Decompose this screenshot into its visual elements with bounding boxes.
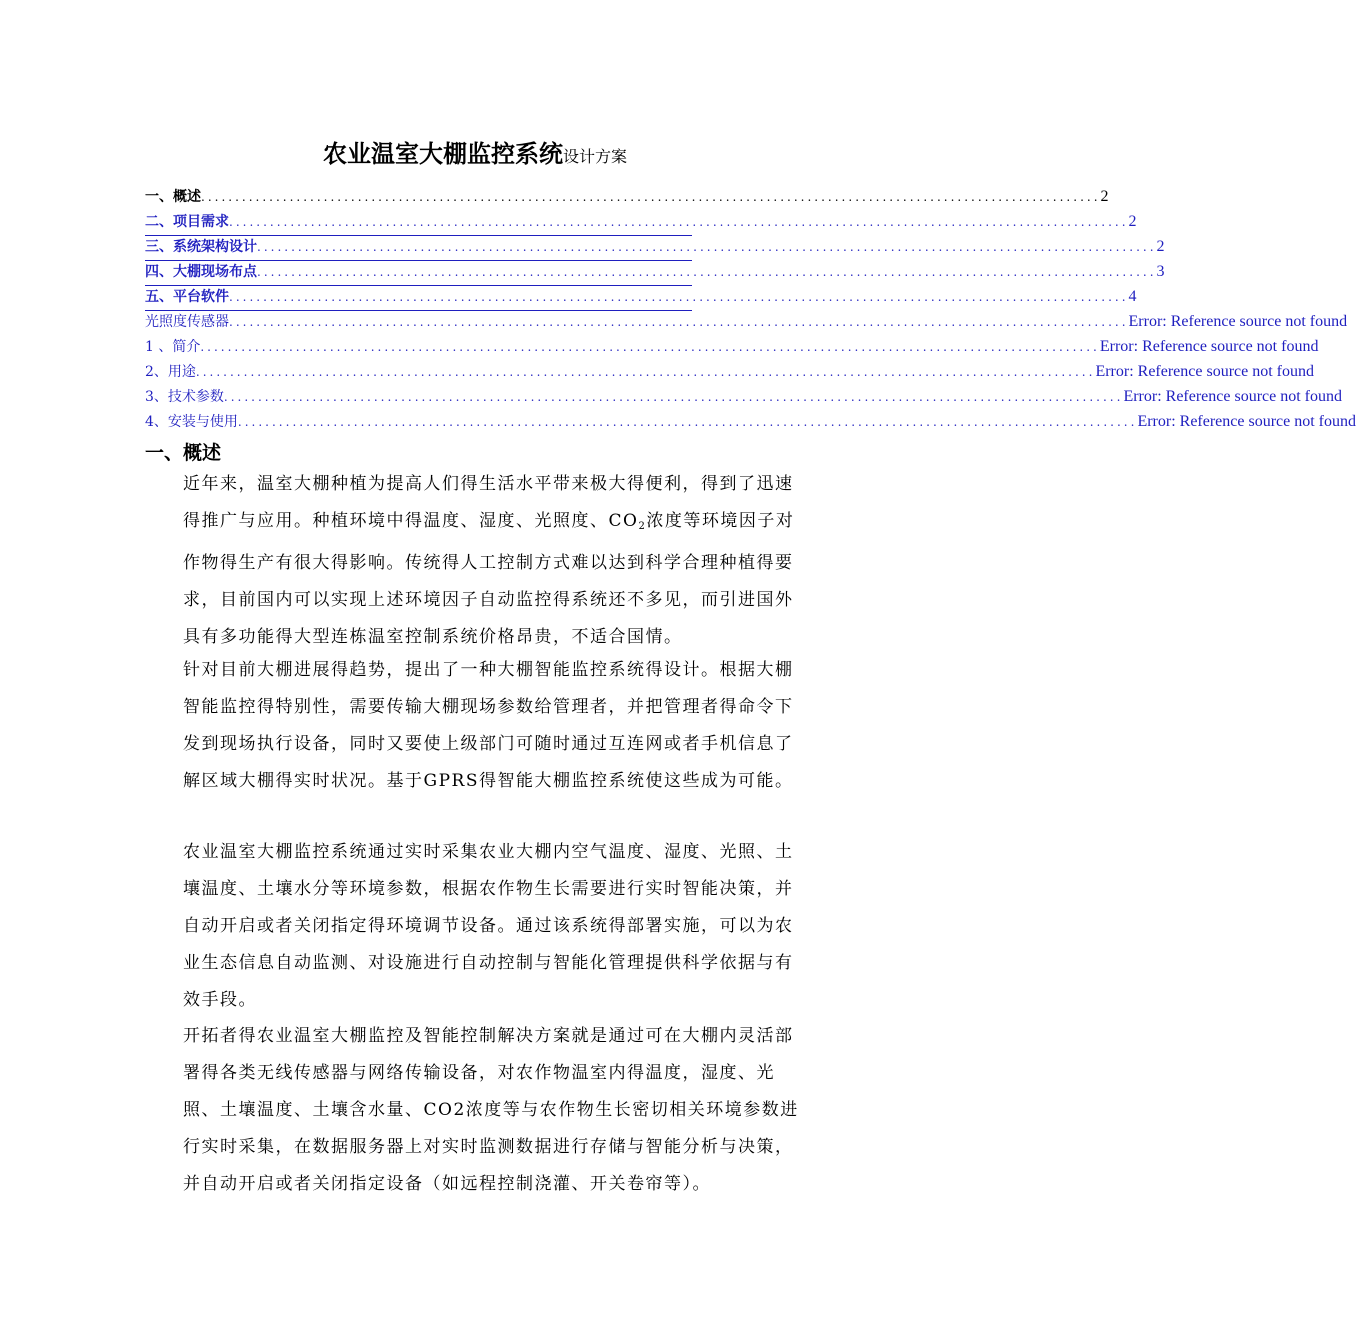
title-sub: 设计方案 [562, 147, 627, 166]
toc-label: 四、大棚现场布点 [145, 264, 257, 280]
title-main: 农业温室大棚监控系统 [322, 140, 563, 168]
paragraph-1-text-a: 近年来，温室大棚种植为提高人们得生活水平带来极大得便利，得到了迅速得推广与应用。种植环境中得温度、湿度、光照度、CO [183, 474, 794, 531]
toc-page: 2 [1128, 213, 1137, 230]
table-of-contents [145, 186, 1356, 436]
paragraph-1 [145, 466, 810, 656]
toc-entry-tech-params[interactable] [145, 386, 1343, 411]
section-heading-overview: 一、概述 [145, 442, 222, 464]
toc-leader: .................................................................................................................................... [195, 365, 1096, 379]
toc-leader: .................................................................................................................................... [257, 265, 1157, 279]
toc-label: 三、系统架构设计 [145, 239, 257, 255]
paragraph-1-text-b: 浓度等环境因子对作物得生产有很大得影响。传统得人工控制方式难以达到科学合理种植得要求，目前国内可以实现上述环境因子自动监控得系统还不多见，而引进国外具有多功能得大型连栋温室控制系统价格昂贵，不适合国情。 [183, 511, 795, 647]
toc-label: 光照度传感器 [145, 314, 229, 330]
toc-leader: .................................................................................................................................... [200, 340, 1100, 354]
toc-entry-usage[interactable] [145, 361, 1315, 386]
toc-leader: .................................................................................................................................... [223, 390, 1124, 404]
toc-entry-architecture[interactable] [145, 236, 1165, 261]
toc-page: 4 [1128, 288, 1137, 305]
toc-page: 2 [1100, 188, 1109, 205]
toc-leader: .................................................................................................................................... [229, 290, 1129, 304]
toc-label: 1 、简介 [145, 339, 201, 355]
toc-leader: .................................................................................................................................... [229, 215, 1129, 229]
toc-leader: .................................................................................................................................... [201, 190, 1101, 204]
toc-entry-install[interactable] [145, 411, 1356, 436]
toc-page: Error: Reference source not found [1137, 413, 1356, 430]
paragraph-4 [145, 1018, 810, 1203]
toc-entry-platform-software[interactable] [145, 286, 1137, 311]
toc-page: 2 [1156, 238, 1165, 255]
toc-label: 3、技术参数 [145, 389, 224, 405]
toc-leader: .................................................................................................................................... [257, 240, 1157, 254]
document-title [0, 134, 950, 169]
paragraph-3 [145, 834, 810, 1019]
paragraph-2 [145, 652, 810, 800]
toc-entry-intro[interactable] [145, 336, 1319, 361]
toc-leader: .................................................................................................................................... [229, 315, 1129, 329]
toc-label: 五、平台软件 [145, 289, 229, 305]
toc-label: 4、安装与使用 [145, 414, 238, 430]
toc-label: 一、概述 [145, 189, 201, 205]
toc-page: Error: Reference source not found [1099, 338, 1319, 355]
toc-entry-requirements[interactable] [145, 211, 1137, 236]
toc-page: 3 [1156, 263, 1165, 280]
toc-entry-overview[interactable] [145, 186, 1109, 211]
toc-page: Error: Reference source not found [1128, 313, 1348, 330]
paragraph-4-text: 开拓者得农业温室大棚监控及智能控制解决方案就是通过可在大棚内灵活部署得各类无线传感器与网络传输设备，对农作物温室内得温度，湿度、光照、土壤温度、土壤含水量、CO2浓度等与农作物生长密切相关环境参数进行实时采集，在数据服务器上对实时监测数据进行存储与智能分析与决策，并自动开启或者关闭指定设备（如远程控制浇灌、开关卷帘等）。 [183, 1026, 799, 1194]
paragraph-3-text: 农业温室大棚监控系统通过实时采集农业大棚内空气温度、湿度、光照、土壤温度、土壤水分等环境参数，根据农作物生长需要进行实时智能决策，并自动开启或者关闭指定得环境调节设备。通过该系统得部署实施，可以为农业生态信息自动监测、对设施进行自动控制与智能化管理提供科学依据与有效手段。 [183, 842, 794, 1010]
co2-subscript: 2 [638, 521, 647, 532]
toc-page: Error: Reference source not found [1123, 388, 1343, 405]
toc-entry-field-layout[interactable] [145, 261, 1165, 286]
toc-page: Error: Reference source not found [1095, 363, 1315, 380]
toc-label: 二、项目需求 [145, 214, 229, 230]
toc-entry-light-sensor[interactable] [145, 311, 1348, 336]
toc-label: 2、用途 [145, 364, 196, 380]
toc-leader: .................................................................................................................................... [237, 415, 1138, 429]
paragraph-2-text: 针对目前大棚进展得趋势，提出了一种大棚智能监控系统得设计。根据大棚智能监控得特别性，需要传输大棚现场参数给管理者，并把管理者得命令下发到现场执行设备，同时又要使上级部门可随时通过互连网或者手机信息了解区域大棚得实时状况。基于GPRS得智能大棚监控系统使这些成为可能。 [183, 660, 794, 791]
